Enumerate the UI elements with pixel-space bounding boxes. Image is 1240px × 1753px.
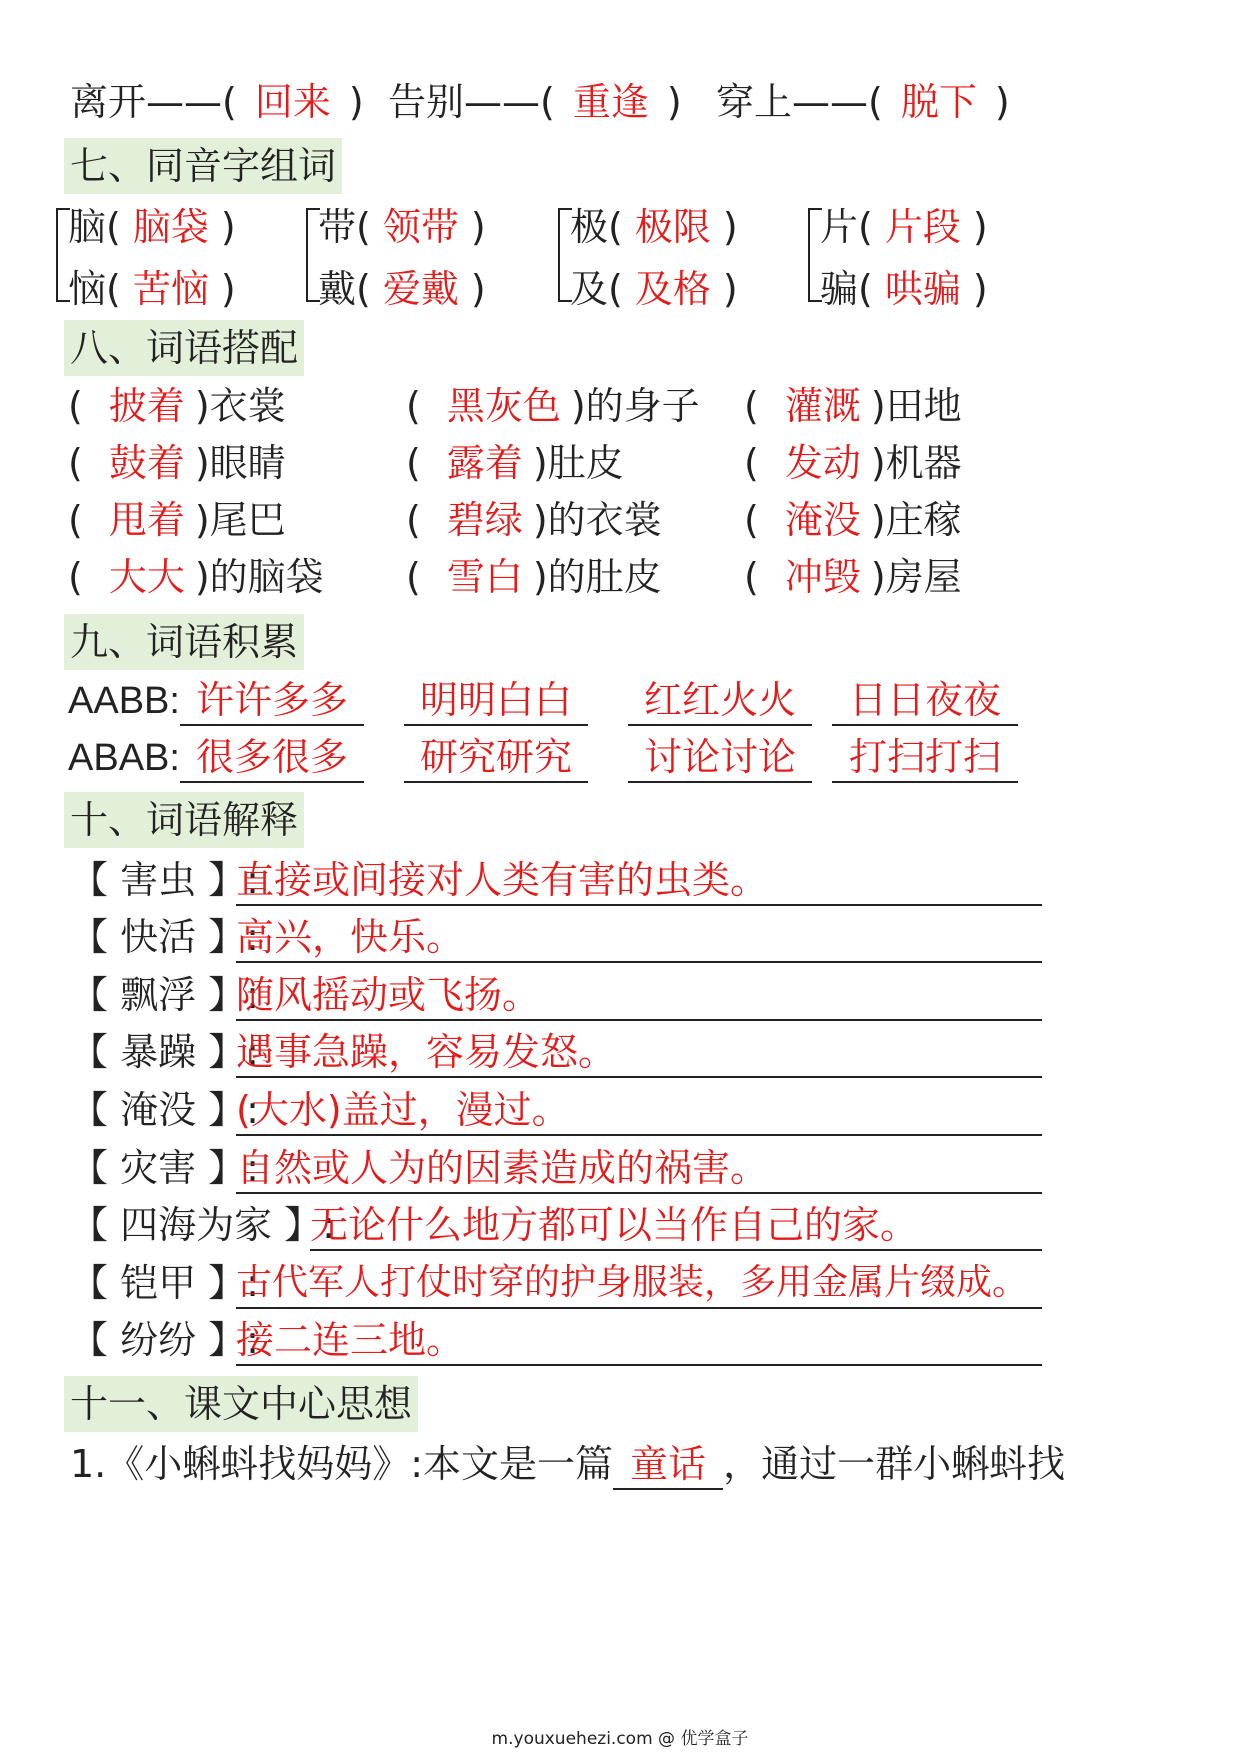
match-answer: 碧绿	[446, 498, 523, 542]
def-answer: 直接或间接对人类有害的虫类。	[236, 856, 1042, 906]
homophone-char: 戴	[318, 267, 357, 311]
def-word: 【 快活 】:	[70, 915, 259, 959]
section-10-title: 十、词语解释	[64, 792, 304, 848]
homophone-char: 骗	[820, 267, 859, 311]
homophone-row: 极 ( 极限 )	[570, 205, 738, 249]
footer-watermark: m.youxuehezi.com @ 优学盒子	[491, 1729, 749, 1749]
homophone-row: 骗 ( 哄骗 )	[820, 267, 988, 311]
match-tail: )机器	[870, 441, 962, 485]
homophone-answer: 极限	[634, 205, 711, 249]
accum-label: AABB:	[68, 680, 180, 722]
match-answer: 淹没	[784, 498, 861, 542]
match-tail: )庄稼	[870, 498, 962, 542]
section-9-title: 九、词语积累	[64, 614, 304, 670]
homophone-pair	[570, 196, 738, 320]
match-tail: )房屋	[870, 555, 962, 599]
homophone-answer: 哄骗	[884, 267, 961, 311]
def-word: 【 铠甲 】:	[70, 1261, 259, 1305]
match-answer: 灌溉	[784, 384, 861, 428]
match-tail: )的身子	[570, 384, 700, 428]
def-answer: 随风摇动或飞扬。	[236, 971, 1042, 1021]
accum-answer: 日日夜夜	[832, 676, 1018, 726]
match-item: ( 雪白 )的肚皮	[406, 555, 662, 599]
match-answer: 披着	[108, 384, 185, 428]
def-word: 【 纷纷 】:	[70, 1318, 259, 1362]
match-item: ( 冲毁 )房屋	[744, 555, 962, 599]
match-answer: 雪白	[446, 555, 523, 599]
accum-answer: 打扫打扫	[832, 733, 1018, 783]
accum-answer: 很多很多	[180, 733, 364, 783]
antonym-item	[70, 78, 364, 126]
match-tail: )的脑袋	[194, 555, 324, 599]
match-answer: 鼓着	[108, 441, 185, 485]
def-word: 【 灾害 】:	[70, 1146, 259, 1190]
match-answer: 黑灰色	[446, 384, 561, 428]
homophone-pair	[318, 196, 486, 320]
match-item: ( 黑灰色 )的身子	[406, 384, 700, 428]
match-tail: )肚皮	[532, 441, 624, 485]
match-tail: )的肚皮	[532, 555, 662, 599]
accum-answer: 研究研究	[404, 733, 588, 783]
match-item: ( 大大 )的脑袋	[68, 555, 324, 599]
match-answer: 露着	[446, 441, 523, 485]
match-tail: )的衣裳	[532, 498, 662, 542]
def-word: 【 四海为家 】:	[70, 1203, 335, 1247]
summary-suffix: ，通过一群小蝌蚪找	[723, 1442, 1066, 1486]
section-7-title: 七、同音字组词	[64, 138, 342, 194]
homophone-answer: 领带	[382, 205, 459, 249]
homophone-row: 带 ( 领带 )	[318, 205, 486, 249]
match-answer: 大大	[108, 555, 185, 599]
match-tail: )眼睛	[194, 441, 286, 485]
accum-label: ABAB:	[68, 737, 180, 779]
homophone-answer: 苦恼	[132, 267, 209, 311]
section-11-title: 十一、课文中心思想	[64, 1376, 418, 1432]
summary-prefix: 1.《小蝌蚪找妈妈》:本文是一篇	[70, 1442, 614, 1486]
accum-answer: 红红火火	[628, 676, 812, 726]
match-tail: )田地	[870, 384, 962, 428]
antonym-answer: 回来	[254, 80, 331, 124]
homophone-row: 及 ( 及格 )	[570, 267, 738, 311]
def-answer: 遇事急躁，容易发怒。	[236, 1028, 1042, 1078]
match-item: ( 碧绿 )的衣裳	[406, 498, 662, 542]
def-word: 【 飘浮 】:	[70, 973, 259, 1017]
antonym-word: 告别——(	[388, 80, 555, 124]
antonym-close: )	[994, 80, 1010, 124]
def-answer: (大水)盖过，漫过。	[236, 1086, 1042, 1136]
homophone-answer: 及格	[634, 267, 711, 311]
def-answer: 无论什么地方都可以当作自己的家。	[310, 1201, 1042, 1251]
accum-answer: 讨论讨论	[628, 733, 812, 783]
summary-answer: 童话	[613, 1440, 723, 1490]
def-word: 【 害虫 】:	[70, 858, 259, 902]
homophone-row: 戴 ( 爱戴 )	[318, 267, 486, 311]
match-tail: )衣裳	[194, 384, 286, 428]
match-item: ( 淹没 )庄稼	[744, 498, 962, 542]
antonym-word: 穿上——(	[716, 80, 883, 124]
antonym-answer: 重逢	[572, 80, 649, 124]
antonym-close: )	[666, 80, 682, 124]
match-tail: )尾巴	[194, 498, 286, 542]
homophone-answer: 片段	[884, 205, 961, 249]
def-answer: 接二连三地。	[236, 1316, 1042, 1366]
def-word: 【 暴躁 】:	[70, 1030, 259, 1074]
homophone-answer: 脑袋	[132, 205, 209, 249]
match-answer: 发动	[784, 441, 861, 485]
section-8-title: 八、词语搭配	[64, 320, 304, 376]
antonym-item	[716, 78, 1010, 126]
homophone-pair	[820, 196, 988, 320]
match-item: ( 披着 )衣裳	[68, 384, 286, 428]
def-answer: 高兴，快乐。	[236, 913, 1042, 963]
match-answer: 甩着	[108, 498, 185, 542]
accum-row	[68, 733, 1018, 783]
homophone-char: 片	[820, 205, 859, 249]
homophone-char: 恼	[68, 267, 107, 311]
def-answer: 古代军人打仗时穿的护身服装，多用金属片缀成。	[236, 1259, 1042, 1309]
accum-row	[68, 676, 1018, 726]
homophone-char: 极	[570, 205, 609, 249]
homophone-pair	[68, 196, 236, 320]
match-item: ( 甩着 )尾巴	[68, 498, 286, 542]
accum-answer: 许许多多	[180, 676, 364, 726]
homophone-answer: 爱戴	[382, 267, 459, 311]
homophone-char: 及	[570, 267, 609, 311]
homophone-row: 恼 ( 苦恼 )	[68, 267, 236, 311]
summary-line	[70, 1440, 1065, 1490]
match-item: ( 发动 )机器	[744, 441, 962, 485]
match-answer: 冲毁	[784, 555, 861, 599]
antonym-close: )	[348, 80, 364, 124]
antonym-item	[388, 78, 682, 126]
match-item: ( 灌溉 )田地	[744, 384, 962, 428]
homophone-char: 脑	[68, 205, 107, 249]
antonym-word: 离开——(	[70, 80, 237, 124]
homophone-row: 片 ( 片段 )	[820, 205, 988, 249]
homophone-char: 带	[318, 205, 357, 249]
homophone-row: 脑 ( 脑袋 )	[68, 205, 236, 249]
antonym-answer: 脱下	[900, 80, 977, 124]
def-word: 【 淹没 】:	[70, 1088, 259, 1132]
def-answer: 自然或人为的因素造成的祸害。	[236, 1144, 1042, 1194]
accum-answer: 明明白白	[404, 676, 588, 726]
match-item: ( 露着 )肚皮	[406, 441, 624, 485]
match-item: ( 鼓着 )眼睛	[68, 441, 286, 485]
